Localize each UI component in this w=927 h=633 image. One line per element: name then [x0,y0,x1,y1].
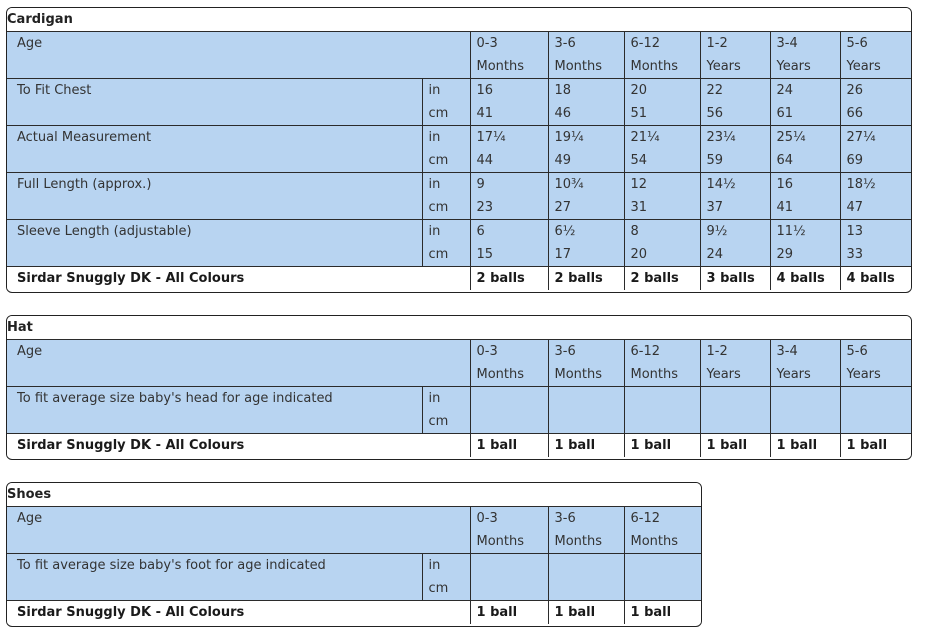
empty-cell [470,387,548,434]
measurement-row [7,220,911,267]
unit-cell: in cm [422,220,470,267]
age-header: 3-6 Months [548,507,624,554]
measurement-label: To Fit Chest [7,79,422,126]
age-header: 3-4 Years [770,340,840,387]
measurement-row [7,126,911,173]
yarn-quantity: 2 balls [548,267,624,291]
measurement-value: 27¼ 69 [840,126,911,173]
measurement-value: 25¼ 64 [770,126,840,173]
shoes-age-row [7,507,701,554]
measurement-label: Sleeve Length (adjustable) [7,220,422,267]
measurement-row [7,173,911,220]
yarn-label: Sirdar Snuggly DK - All Colours [7,601,470,625]
unit-cell: in cm [422,79,470,126]
yarn-row [7,601,701,625]
age-header: 6-12 Months [624,507,701,554]
empty-cell [770,387,840,434]
yarn-quantity: 4 balls [840,267,911,291]
fit-label: To fit average size baby's head for age indicated [7,387,422,434]
age-header: 6-12 Months [624,32,700,79]
yarn-quantity: 1 ball [624,434,700,458]
yarn-quantity: 2 balls [624,267,700,291]
measurement-value: 13 33 [840,220,911,267]
shoes-title: Shoes [7,483,701,507]
measurement-value: 14½ 37 [700,173,770,220]
yarn-row [7,267,911,291]
measurement-value: 21¼ 54 [624,126,700,173]
measurement-value: 24 61 [770,79,840,126]
cardigan-title: Cardigan [7,8,911,32]
age-header: 0-3 Months [470,32,548,79]
age-label: Age [7,340,470,387]
empty-cell [840,387,911,434]
empty-cell [624,554,701,601]
hat-age-row [7,340,911,387]
measurement-value: 10¾ 27 [548,173,624,220]
age-header: 1-2 Years [700,340,770,387]
yarn-quantity: 2 balls [470,267,548,291]
yarn-quantity: 1 ball [548,601,624,625]
measurement-value: 16 41 [470,79,548,126]
yarn-quantity: 1 ball [470,434,548,458]
measurement-value: 9 23 [470,173,548,220]
measurement-label: Actual Measurement [7,126,422,173]
age-header: 3-6 Months [548,340,624,387]
yarn-quantity: 1 ball [548,434,624,458]
measurement-label: Full Length (approx.) [7,173,422,220]
yarn-quantity: 1 ball [770,434,840,458]
age-header: 5-6 Years [840,32,911,79]
measurement-value: 17¼ 44 [470,126,548,173]
measurement-value: 9½ 24 [700,220,770,267]
yarn-quantity: 1 ball [624,601,701,625]
yarn-row [7,434,911,458]
measurement-value: 6 15 [470,220,548,267]
measurement-value: 6½ 17 [548,220,624,267]
age-label: Age [7,507,470,554]
hat-table [6,315,912,460]
measurement-value: 19¼ 49 [548,126,624,173]
yarn-quantity: 1 ball [700,434,770,458]
measurement-value: 23¼ 59 [700,126,770,173]
yarn-quantity: 3 balls [700,267,770,291]
age-label: Age [7,32,470,79]
fit-row [7,387,911,434]
yarn-label: Sirdar Snuggly DK - All Colours [7,267,470,291]
cardigan-age-row [7,32,911,79]
fit-row [7,554,701,601]
age-header: 6-12 Months [624,340,700,387]
unit-cell: in cm [422,387,470,434]
empty-cell [624,387,700,434]
empty-cell [700,387,770,434]
yarn-label: Sirdar Snuggly DK - All Colours [7,434,470,458]
cardigan-table [6,7,912,293]
age-header: 3-6 Months [548,32,624,79]
yarn-quantity: 1 ball [470,601,548,625]
unit-cell: in cm [422,173,470,220]
yarn-quantity: 4 balls [770,267,840,291]
hat-title: Hat [7,316,911,340]
measurement-value: 20 51 [624,79,700,126]
measurement-value: 22 56 [700,79,770,126]
shoes-table [6,482,702,627]
measurement-value: 16 41 [770,173,840,220]
measurement-value: 18 46 [548,79,624,126]
age-header: 1-2 Years [700,32,770,79]
age-header: 3-4 Years [770,32,840,79]
yarn-quantity: 1 ball [840,434,911,458]
measurement-value: 26 66 [840,79,911,126]
measurement-value: 18½ 47 [840,173,911,220]
empty-cell [470,554,548,601]
measurement-value: 12 31 [624,173,700,220]
age-header: 0-3 Months [470,507,548,554]
measurement-value: 8 20 [624,220,700,267]
fit-label: To fit average size baby's foot for age indicated [7,554,422,601]
age-header: 5-6 Years [840,340,911,387]
measurement-value: 11½ 29 [770,220,840,267]
unit-cell: in cm [422,554,470,601]
measurement-row [7,79,911,126]
unit-cell: in cm [422,126,470,173]
age-header: 0-3 Months [470,340,548,387]
empty-cell [548,387,624,434]
empty-cell [548,554,624,601]
